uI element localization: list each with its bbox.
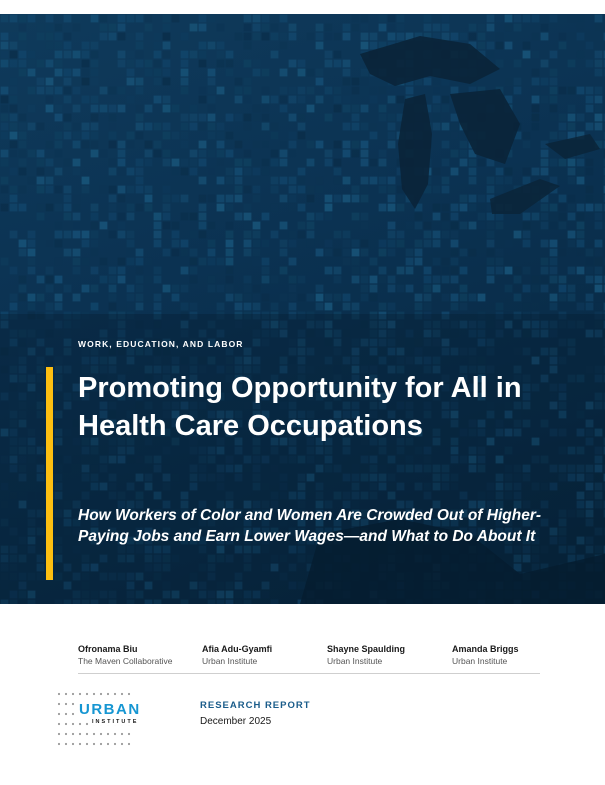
author-4 bbox=[452, 643, 577, 667]
topic-kicker: WORK, EDUCATION, AND LABOR bbox=[78, 339, 244, 349]
author-affiliation: Urban Institute bbox=[327, 656, 383, 666]
urban-institute-logo bbox=[55, 690, 165, 750]
report-type: RESEARCH REPORT bbox=[200, 700, 311, 711]
author-name: Shayne Spaulding bbox=[327, 644, 406, 654]
author-2 bbox=[202, 643, 327, 667]
cover-hero bbox=[0, 14, 605, 604]
author-affiliation: Urban Institute bbox=[452, 656, 508, 666]
author-affiliation: The Maven Collaborative bbox=[78, 656, 173, 666]
author-affiliation: Urban Institute bbox=[202, 656, 258, 666]
author-name: Afia Adu-Gyamfi bbox=[202, 644, 273, 654]
top-margin bbox=[0, 0, 605, 14]
author-1 bbox=[78, 643, 203, 667]
author-name: Amanda Briggs bbox=[452, 644, 519, 654]
report-title: Promoting Opportunity for All in Health Care Occupations bbox=[78, 372, 522, 442]
logo-wordmark: URBAN bbox=[79, 701, 141, 718]
logo-subtitle: INSTITUTE bbox=[92, 719, 139, 725]
author-list bbox=[78, 643, 540, 673]
author-name: Ofronama Biu bbox=[78, 644, 138, 654]
author-divider bbox=[78, 673, 540, 674]
report-subtitle: How Workers of Color and Women Are Crowded Out of Higher-Paying Jobs and Earn Lower Wages—and What to Do About It bbox=[78, 507, 542, 545]
author-3 bbox=[327, 643, 452, 667]
title-accent-bar bbox=[46, 367, 53, 580]
report-date: December 2025 bbox=[200, 716, 272, 727]
